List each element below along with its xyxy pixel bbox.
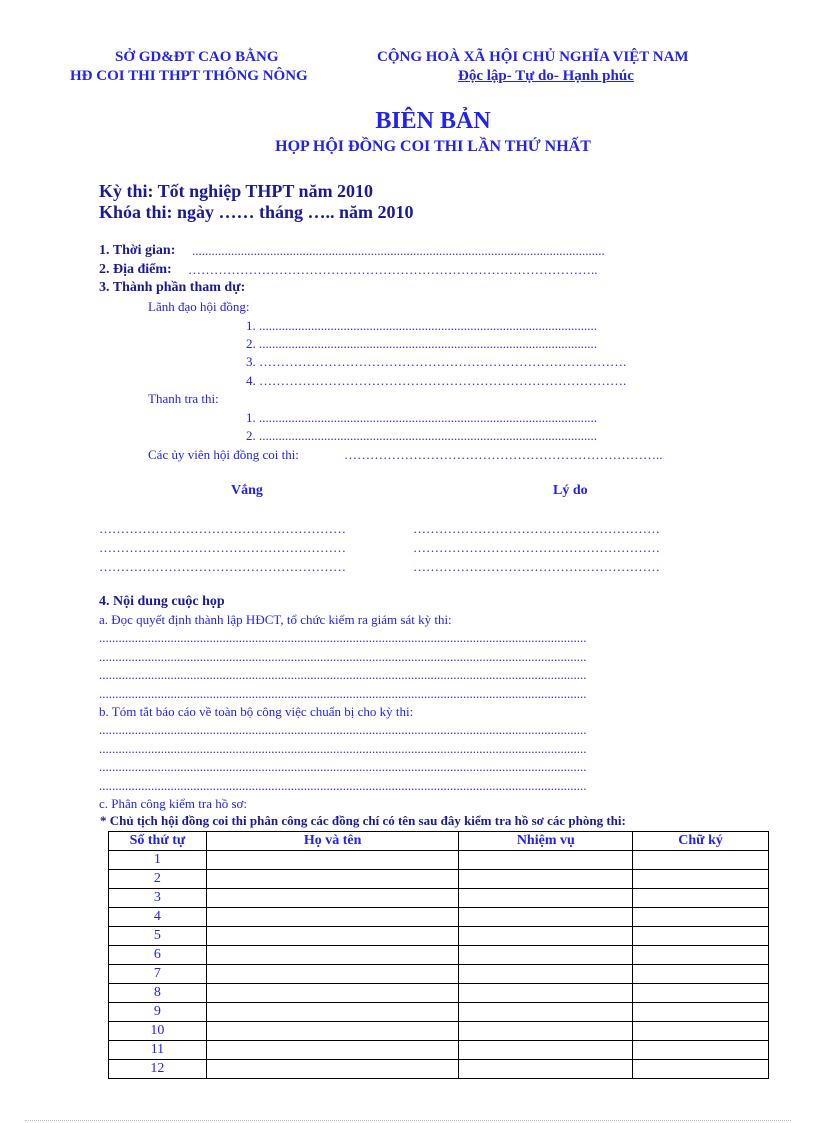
duty-cell[interactable] [459, 927, 633, 946]
reason-line: ………………………………………………… [413, 521, 660, 536]
row-index: 2 [109, 870, 207, 889]
members-label: Các ủy viên hội đồng coi thi: [148, 447, 299, 462]
signature-cell[interactable] [633, 870, 769, 889]
absent-line: ………………………………………………… [99, 521, 346, 536]
row-index: 8 [109, 984, 207, 1003]
duty-cell[interactable] [459, 851, 633, 870]
row-index: 4 [109, 908, 207, 927]
section4-heading: 4. Nội dung cuộc họp [99, 594, 225, 609]
signature-cell[interactable] [633, 1022, 769, 1041]
signature-cell[interactable] [633, 1060, 769, 1079]
row-index: 12 [109, 1060, 207, 1079]
row-index: 1 [109, 851, 207, 870]
assignment-note: * Chủ tịch hội đồng coi thi phân công các đồng chí có tên sau đây kiểm tra hồ sơ các phòng thi: [100, 813, 626, 828]
absent-line: ………………………………………………… [99, 540, 346, 555]
dot-line: ...................................................................................................................................................... [99, 741, 587, 756]
page-divider [25, 1120, 791, 1121]
signature-cell[interactable] [633, 927, 769, 946]
place-label: 2. Địa điểm: [99, 262, 172, 277]
place-dots: ………………………………………………………………………………….. [188, 262, 598, 277]
name-cell[interactable] [206, 1003, 459, 1022]
doc-title: BIÊN BẢN [375, 108, 491, 134]
table-row [109, 1003, 769, 1022]
signature-cell[interactable] [633, 1041, 769, 1060]
duty-cell[interactable] [459, 946, 633, 965]
row-index: 5 [109, 927, 207, 946]
leader-line: 2. ........................................................................................................ [246, 336, 597, 351]
item-b-label: b. Tóm tắt báo cáo về toàn bộ công việc chuẩn bị cho kỳ thi: [99, 704, 414, 719]
dot-line: ...................................................................................................................................................... [99, 686, 587, 701]
doc-subtitle: HỌP HỘI ĐỒNG COI THI LẦN THỨ NHẤT [275, 138, 591, 155]
col-header-duty: Nhiệm vụ [459, 832, 633, 851]
absent-line: ………………………………………………… [99, 559, 346, 574]
absent-header: Vắng [231, 483, 263, 498]
name-cell[interactable] [206, 1022, 459, 1041]
table-row [109, 889, 769, 908]
col-header-index: Số thứ tự [109, 832, 207, 851]
inspector-line: 2. ........................................................................................................ [246, 428, 597, 443]
duty-cell[interactable] [459, 908, 633, 927]
duty-cell[interactable] [459, 1022, 633, 1041]
dot-line: ...................................................................................................................................................... [99, 722, 587, 737]
table-row [109, 908, 769, 927]
dot-line: ...................................................................................................................................................... [99, 778, 587, 793]
inspector-line: 1. ........................................................................................................ [246, 410, 597, 425]
leader-line: 4. …………………………………………………………………………. [246, 373, 627, 388]
row-index: 10 [109, 1022, 207, 1041]
duty-cell[interactable] [459, 1003, 633, 1022]
col-header-name: Họ và tên [206, 832, 459, 851]
row-index: 3 [109, 889, 207, 908]
table-row [109, 927, 769, 946]
duty-cell[interactable] [459, 1041, 633, 1060]
name-cell[interactable] [206, 984, 459, 1003]
agency-name: SỞ GD&ĐT CAO BẰNG [115, 49, 279, 65]
reason-line: ………………………………………………… [413, 540, 660, 555]
duty-cell[interactable] [459, 1060, 633, 1079]
leaders-label: Lãnh đạo hội đồng: [148, 299, 250, 314]
signature-cell[interactable] [633, 1003, 769, 1022]
time-label: 1. Thời gian: [99, 243, 176, 258]
row-index: 9 [109, 1003, 207, 1022]
duty-cell[interactable] [459, 965, 633, 984]
name-cell[interactable] [206, 965, 459, 984]
table-header-row [109, 832, 769, 851]
dot-line: ...................................................................................................................................................... [99, 667, 587, 682]
table-row [109, 984, 769, 1003]
exam-date: Khóa thi: ngày …… tháng ….. năm 2010 [99, 202, 414, 222]
signature-cell[interactable] [633, 965, 769, 984]
row-index: 11 [109, 1041, 207, 1060]
col-header-signature: Chữ ký [633, 832, 769, 851]
dot-line: ...................................................................................................................................................... [99, 649, 587, 664]
dot-line: ...................................................................................................................................................... [99, 630, 587, 645]
table-row [109, 1022, 769, 1041]
name-cell[interactable] [206, 946, 459, 965]
members-dots: ……………………………………………………………….. [344, 447, 663, 462]
name-cell[interactable] [206, 1060, 459, 1079]
dot-line: ...................................................................................................................................................... [99, 759, 587, 774]
name-cell[interactable] [206, 870, 459, 889]
item-c-label: c. Phân công kiểm tra hồ sơ: [99, 796, 248, 811]
council-name: HĐ COI THI THPT THÔNG NÔNG [70, 68, 308, 84]
name-cell[interactable] [206, 908, 459, 927]
leader-line: 3. …………………………………………………………………………. [246, 354, 627, 369]
country-name: CỘNG HOÀ XÃ HỘI CHỦ NGHĨA VIỆT NAM [377, 49, 689, 65]
row-index: 7 [109, 965, 207, 984]
signature-cell[interactable] [633, 908, 769, 927]
table-row [109, 870, 769, 889]
reason-header: Lý do [553, 483, 588, 498]
item-a-label: a. Đọc quyết định thành lập HĐCT, tổ chức kiểm ra giám sát kỳ thi: [99, 612, 452, 627]
signature-cell[interactable] [633, 851, 769, 870]
time-dots: ............................................................................................................................... [192, 243, 605, 258]
table-row [109, 1060, 769, 1079]
reason-line: ………………………………………………… [413, 559, 660, 574]
inspectors-label: Thanh tra thi: [148, 391, 219, 406]
exam-name: Kỳ thi: Tốt nghiệp THPT năm 2010 [99, 181, 374, 201]
duty-cell[interactable] [459, 870, 633, 889]
table-row [109, 965, 769, 984]
table-row [109, 1041, 769, 1060]
name-cell[interactable] [206, 889, 459, 908]
row-index: 6 [109, 946, 207, 965]
name-cell[interactable] [206, 851, 459, 870]
assignment-table [108, 831, 769, 1079]
signature-cell[interactable] [633, 889, 769, 908]
duty-cell[interactable] [459, 984, 633, 1003]
name-cell[interactable] [206, 1041, 459, 1060]
table-row [109, 851, 769, 870]
leader-line: 1. ........................................................................................................ [246, 318, 597, 333]
name-cell[interactable] [206, 927, 459, 946]
duty-cell[interactable] [459, 889, 633, 908]
table-row [109, 946, 769, 965]
participants-label: 3. Thành phần tham dự: [99, 280, 246, 295]
signature-cell[interactable] [633, 946, 769, 965]
signature-cell[interactable] [633, 984, 769, 1003]
motto: Độc lập- Tự do- Hạnh phúc [458, 68, 634, 84]
